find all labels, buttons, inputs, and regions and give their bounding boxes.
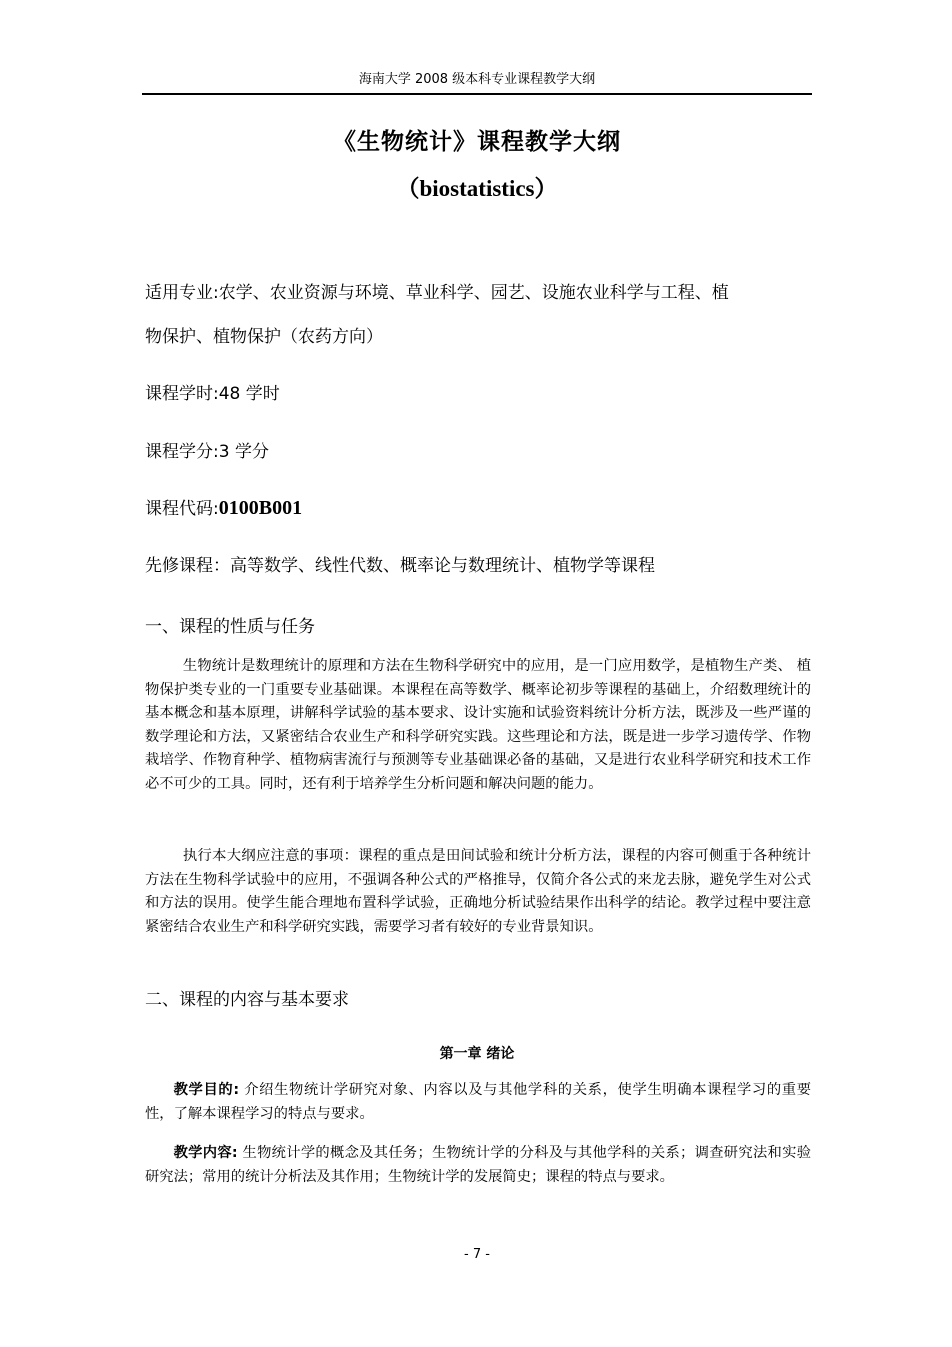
teaching-goal-label: 教学目的: bbox=[173, 1082, 240, 1098]
teaching-goal-text: 介绍生物统计学研究对象、内容以及与其他学科的关系，使学生明确本课程学习的重要性，了解本课程学习的特点与要求。 bbox=[145, 1082, 812, 1122]
majors-line-1: 适用专业:农学、农业资源与环境、草业科学、园艺、设施农业科学与工程、植 bbox=[145, 283, 729, 303]
course-hours bbox=[145, 371, 815, 417]
course-hours-value: 48 学时 bbox=[218, 384, 280, 404]
running-header: 海南大学 2008 级本科专业课程教学大纲 bbox=[358, 72, 596, 87]
section-2-heading: 二、课程的内容与基本要求 bbox=[145, 990, 349, 1010]
document-subtitle: （biostatistics） bbox=[396, 176, 558, 201]
page-number: - 7 - bbox=[464, 1247, 490, 1262]
course-code bbox=[145, 485, 815, 532]
teaching-content-paragraph bbox=[145, 1142, 811, 1189]
course-credits-value: 3 学分 bbox=[218, 442, 269, 462]
course-credits bbox=[145, 429, 815, 475]
chapter-title: 第一章 绪论 bbox=[439, 1046, 515, 1062]
course-hours-label: 课程学时: bbox=[145, 384, 219, 404]
course-credits-label: 课程学分: bbox=[145, 442, 219, 462]
majors-line-2: 物保护、植物保护（农药方向） bbox=[145, 327, 383, 347]
teaching-content-label: 教学内容: bbox=[173, 1145, 238, 1161]
header-rule bbox=[142, 93, 812, 95]
prerequisites: 先修课程：高等数学、线性代数、概率论与数理统计、植物学等课程 bbox=[145, 556, 655, 576]
teaching-goal-paragraph bbox=[145, 1079, 811, 1126]
document-title: 《生物统计》课程教学大纲 bbox=[333, 129, 621, 155]
section-1-paragraph-2: 执行本大纲应注意的事项：课程的重点是田间试验和统计分析方法，课程的内容可侧重于各种统计方法在生物科学试验中的应用，不强调各种公式的严格推导，仅简介各公式的来龙去脉，避免学生对公式和方法的误用。使学生能合理地布置科学试验，正确地分析试验结果作出科学的结论。教学过程中要注意紧密结合农业生产和科学研究实践，需要学习者有较好的专业背景知识。 bbox=[145, 848, 811, 935]
section-1-paragraph-1: 生物统计是数理统计的原理和方法在生物科学研究中的应用，是一门应用数学，是植物生产类、 植物保护类专业的一门重要专业基础课。本课程在高等数学、概率论初步等课程的基础上，介绍数理统计的基本概念和基本原理，讲解科学试验的基本要求、设计实施和试验资料统计分析方法，既涉及一些严谨的数学理论和方法，又紧密结合农业生产和科学研究实践。这些理论和方法，既是进一步学习遗传学、作物栽培学、作物育种学、植物病害流行与预测等专业基础课必备的基础，又是进行农业科学研究和技术工作必不可少的工具。同时，还有利于培养学生分析问题和解决问题的能力。 bbox=[145, 658, 811, 792]
section-1-heading: 一、课程的性质与任务 bbox=[145, 617, 315, 637]
course-code-label: 课程代码: bbox=[145, 499, 219, 519]
teaching-content-text: 生物统计学的概念及其任务；生物统计学的分科及与其他学科的关系；调查研究法和实验研究法；常用的统计分析法及其作用；生物统计学的发展简史；课程的特点与要求。 bbox=[145, 1145, 811, 1185]
course-code-value: 0100B001 bbox=[218, 497, 303, 519]
